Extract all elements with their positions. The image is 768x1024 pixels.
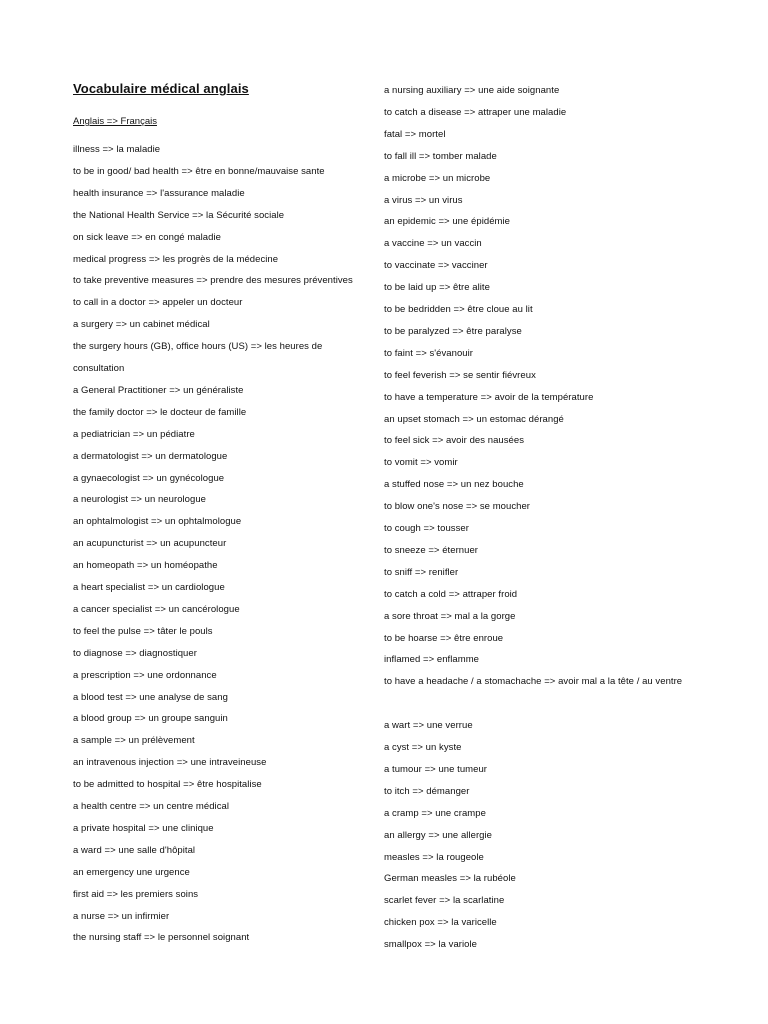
vocab-entry: to feel feverish => se sentir fiévreux [384, 369, 536, 381]
vocab-entry: an intravenous injection => une intraveineuse [73, 757, 267, 769]
vocab-entry: a blood test => une analyse de sang [73, 691, 228, 703]
vocab-entry: to sniff => renifler [384, 566, 459, 578]
vocab-entry: to vaccinate => vacciner [384, 260, 488, 272]
vocab-entry: to diagnose => diagnostiquer [73, 647, 197, 659]
vocab-entry: a prescription => une ordonnance [73, 669, 217, 681]
vocab-entry: to catch a cold => attraper froid [384, 588, 518, 600]
vocab-entry: to take preventive measures => prendre des mesures préventives [73, 275, 353, 287]
vocab-entry: to be bedridden => être cloue au lit [384, 304, 533, 315]
vocab-entry: an upset stomach => un estomac dérangé [384, 413, 564, 425]
vocab-entry: a heart specialist => un cardiologue [73, 582, 225, 593]
vocab-entry: a ward => une salle d'hôpital [73, 844, 196, 856]
vocab-entry: an epidemic => une épidémie [384, 216, 510, 228]
vocab-entry: to feel sick => avoir des nausées [384, 435, 525, 447]
vocab-entry: chicken pox => la varicelle [384, 917, 497, 929]
vocab-entry: a stuffed nose => un nez bouche [384, 479, 524, 491]
vocab-entry: to cough => tousser [384, 523, 469, 534]
vocab-entry: illness => la maladie [73, 144, 161, 155]
vocab-entry: a tumour => une tumeur [384, 763, 488, 775]
vocab-entry: fatal => mortel [384, 128, 446, 140]
vocab-entry: a gynaecologist => un gynécologue [73, 472, 225, 484]
vocab-entry: to have a headache / a stomachache => avoir mal a la tête / au ventre [384, 676, 683, 688]
vocab-entry: a nurse => un infirmier [73, 910, 170, 922]
vocab-entry: to be in good/ bad health => être en bonne/mauvaise sante [73, 165, 325, 177]
vocab-entry: a sample => un prélèvement [73, 735, 195, 747]
vocab-entry: the National Health Service => la Sécurité sociale [73, 209, 285, 221]
document-subtitle: Anglais => Français [73, 116, 157, 127]
vocab-entry: a pediatrician => un pédiatre [73, 428, 195, 440]
vocab-entry: to have a temperature => avoir de la température [384, 391, 594, 403]
document-title: Vocabulaire médical anglais [73, 81, 249, 96]
vocab-entry: a dermatologist => un dermatologue [73, 450, 228, 462]
vocab-entry: a General Practitioner => un généraliste [73, 384, 244, 396]
vocab-entry: to be hoarse => être enroue [384, 632, 504, 644]
vocab-entry: to blow one's nose => se moucher [384, 501, 531, 513]
vocab-entry: a sore throat => mal a la gorge [384, 610, 516, 622]
vocab-entry: to catch a disease => attraper une maladie [384, 106, 567, 118]
vocab-entry: to faint => s'évanouir [384, 347, 473, 359]
vocab-entry: to itch => démanger [384, 785, 470, 797]
vocab-entry: a neurologist => un neurologue [73, 494, 207, 506]
vocab-entry: a cyst => un kyste [384, 742, 462, 753]
vocab-entry: German measles => la rubéole [384, 873, 516, 885]
vocab-entry: a health centre => un centre médical [73, 801, 230, 812]
vocab-entry: a virus => un virus [384, 194, 463, 206]
vocab-entry: a vaccine => un vaccin [384, 238, 482, 250]
vocab-entry: inflamed => enflamme [384, 654, 479, 666]
vocab-entry: an emergency une urgence [73, 866, 190, 878]
vocab-entry: to be admitted to hospital => être hospitalise [73, 779, 262, 791]
vocab-entry: a microbe => un microbe [384, 172, 491, 184]
vocab-entry: first aid => les premiers soins [73, 888, 199, 900]
vocab-entry: medical progress => les progrès de la médecine [73, 253, 279, 265]
vocab-entry: a cramp => une crampe [384, 807, 486, 819]
vocab-entry: the family doctor => le docteur de famille [73, 406, 247, 418]
vocab-entry: to sneeze => éternuer [384, 544, 479, 556]
vocab-entry: to vomit => vomir [384, 457, 458, 469]
vocab-entry: an acupuncturist => un acupuncteur [73, 538, 227, 550]
vocab-entry: a blood group => un groupe sanguin [73, 713, 228, 725]
vocab-entry: a wart => une verrue [384, 720, 473, 732]
vocab-entry: to be laid up => être alite [384, 282, 490, 294]
vocab-entry: on sick leave => en congé maladie [73, 231, 221, 243]
vocab-entry: measles => la rougeole [384, 851, 484, 863]
vocab-entry: the nursing staff => le personnel soignant [73, 932, 250, 944]
vocab-entry: to call in a doctor => appeler un docteur [73, 297, 243, 309]
vocab-entry: to feel the pulse => tâter le pouls [73, 625, 213, 637]
vocab-entry: the surgery hours (GB), office hours (US) => les heures de consultation [73, 341, 323, 375]
vocab-entry: a surgery => un cabinet médical [73, 319, 210, 331]
vocab-entry: to be paralyzed => être paralyse [384, 325, 522, 337]
vocab-entry: health insurance => l'assurance maladie [73, 187, 245, 199]
vocab-entry: a nursing auxiliary => une aide soignante [384, 85, 560, 96]
vocab-entry: an allergy => une allergie [384, 829, 492, 841]
vocab-entry: to fall ill => tomber malade [384, 150, 497, 162]
vocab-entry: smallpox => la variole [384, 939, 477, 951]
vocab-entry: an homeopath => un homéopathe [73, 560, 218, 572]
vocab-entry: a private hospital => une clinique [73, 822, 214, 834]
vocab-entry: scarlet fever => la scarlatine [384, 895, 505, 907]
vocab-entry: a cancer specialist => un cancérologue [73, 603, 240, 615]
vocab-entry: an ophtalmologist => un ophtalmologue [73, 516, 242, 528]
